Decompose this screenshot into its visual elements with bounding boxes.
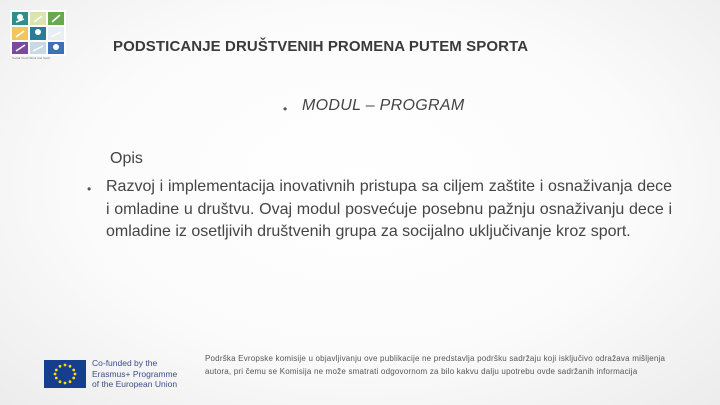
eu-line-1: Co-funded by the [92, 358, 158, 368]
logo-caption: Social Youth Work and Sport [12, 56, 51, 60]
project-logo-icon [10, 10, 66, 62]
disclaimer-text: Podrška Evropske komisije u objavljivanju ove publikacije ne predstavlja podršku sadržaju koji isključivo odražava mišljenja autora, pri čemu se Komisija ne može smatrati odgovornom za bilo kakvu dalju upotrebu ovde sadržanih informacija [205, 354, 666, 376]
eu-cofunded-text [92, 358, 177, 390]
eu-line-3: of the European Union [92, 379, 178, 389]
eu-line-2: Erasmus+ Programme [92, 368, 178, 379]
eu-flag-icon [44, 360, 86, 388]
description-bullet: • [87, 182, 92, 196]
description-text: Razvoj i implementacija inovativnih pristupa sa ciljem zaštite i osnaživanja dece i omladine u društvu. Ovaj modul posvećuje posebnu pažnju osnaživanju dece i omladine iz osetljivih društvenih grupa za socijalno uključivanje kroz sport. [106, 178, 672, 240]
opis-label: Opis [110, 150, 143, 167]
modul-bullet: • [283, 102, 288, 116]
modul-heading: MODUL – PROGRAM [302, 97, 465, 114]
page-title: PODSTICANJE DRUŠTVENIH PROMENA PUTEM SPORTA [113, 38, 529, 55]
